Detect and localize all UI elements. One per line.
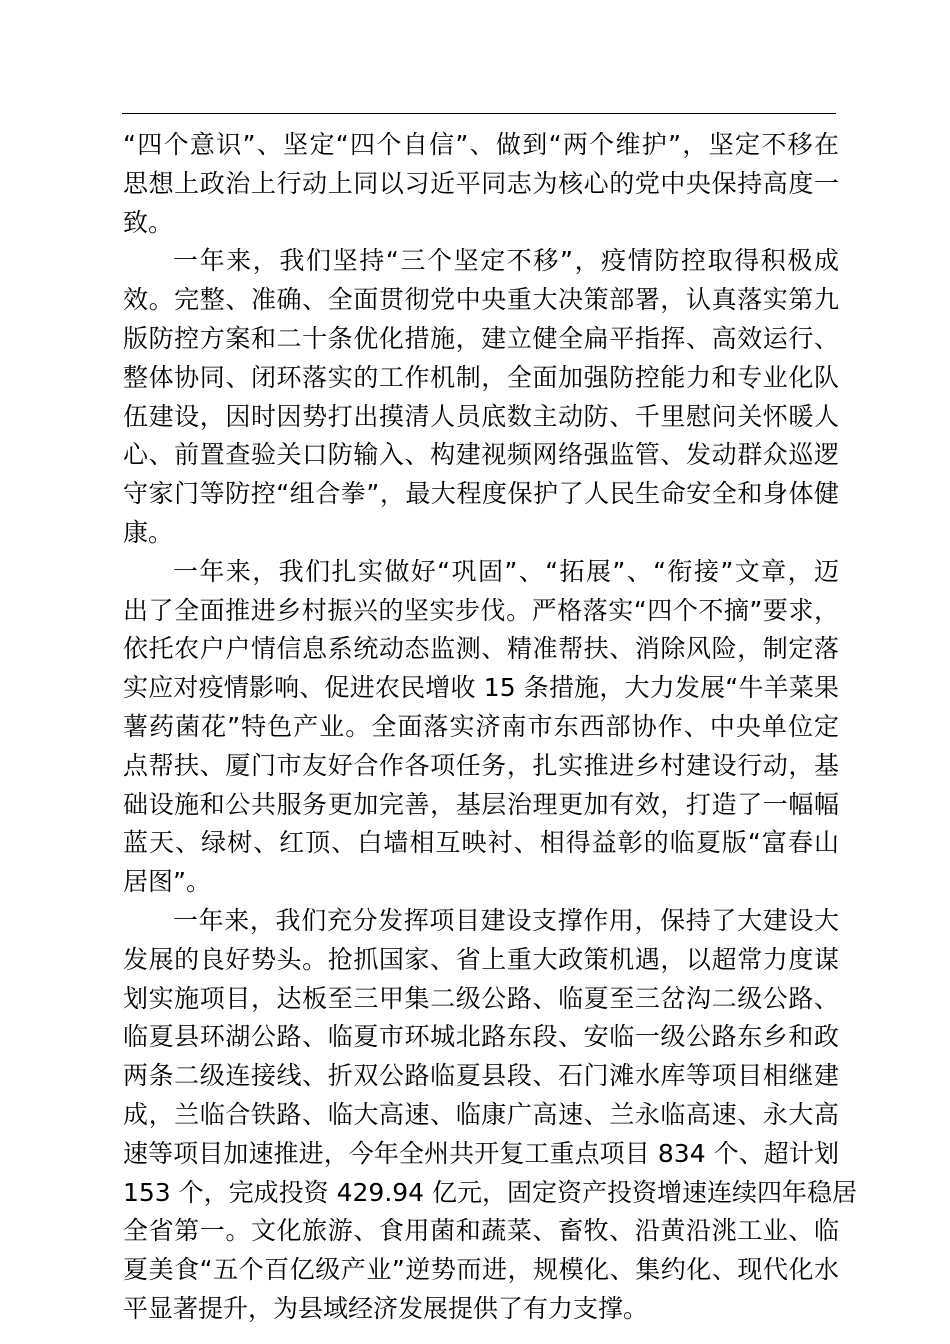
paragraph-first-line: 一年来，我们坚持“三个坚定不移”，疫情防控取得积极成 [173,246,839,276]
text-line: 依托农户户情信息系统动态监测、精准帮扶、消除风险，制定落 [123,634,839,664]
text-line: 思想上政治上行动上同以习近平同志为核心的党中央保持高度一 [123,168,839,198]
text-line: 守家门等防控“组合拳”，最大程度保护了人民生命安全和身体健 [123,479,839,509]
text-line: 薯药菌花”特色产业。全面落实济南市东西部协作、中央单位定 [123,711,839,741]
text-line: 夏美食“五个百亿级产业”逆势而进，规模化、集约化、现代化水 [123,1255,839,1285]
paragraph-first-line: 一年来，我们充分发挥项目建设支撑作用，保持了大建设大 [173,905,839,935]
text-line: 划实施项目，达板至三甲集二级公路、临夏至三岔沟二级公路、 [123,983,839,1013]
text-line: 致。 [123,207,174,237]
text-line: 两条二级连接线、折双公路临夏县段、石门滩水库等项目相继建 [123,1061,839,1091]
text-line: 效。完整、准确、全面贯彻党中央重大决策部署，认真落实第九 [123,285,839,315]
text-line: 153 个，完成投资 429.94 亿元，固定资产投资增速连续四年稳居 [123,1177,858,1207]
text-line: 蓝天、绿树、红顶、白墙相互映衬、相得益彰的临夏版“富春山 [123,828,839,858]
paragraph-first-line: 一年来，我们扎实做好“巩固”、“拓展”、“衔接”文章，迈 [173,556,839,586]
text-line: 础设施和公共服务更加完善，基层治理更加有效，打造了一幅幅 [123,789,839,819]
text-line: 成，兰临合铁路、临大高速、临康广高速、兰永临高速、永大高 [123,1099,839,1129]
text-line: 平显著提升，为县域经济发展提供了有力支撑。 [123,1293,649,1323]
text-line: “四个意识”、坚定“四个自信”、做到“两个维护”，坚定不移在 [123,130,839,159]
text-line: 居图”。 [123,867,211,897]
text-line: 全省第一。文化旅游、食用菌和蔬菜、畜牧、沿黄沿洮工业、临 [123,1216,839,1246]
text-line: 速等项目加速推进，今年全州共开复工重点项目 834 个、超计划 [123,1138,839,1168]
header-rule [122,113,836,114]
body-text [123,126,858,1329]
text-line: 发展的良好势头。抢抓国家、省上重大政策机遇，以超常力度谋 [123,944,839,974]
text-line: 整体协同、闭环落实的工作机制，全面加强防控能力和专业化队 [123,362,839,392]
text-line: 伍建设，因时因势打出摸清人员底数主动防、千里慰问关怀暖人 [123,401,839,431]
text-line: 出了全面推进乡村振兴的坚实步伐。严格落实“四个不摘”要求， [123,595,839,625]
text-line: 康。 [123,517,174,547]
text-line: 心、前置查验关口防输入、构建视频网络强监管、发动群众巡逻 [123,440,839,470]
text-line: 版防控方案和二十条优化措施，建立健全扁平指挥、高效运行、 [123,323,839,353]
text-line: 点帮扶、厦门市友好合作各项任务，扎实推进乡村建设行动，基 [123,750,839,780]
text-line: 实应对疫情影响、促进农民增收 15 条措施，大力发展“牛羊菜果 [123,673,839,703]
text-line: 临夏县环湖公路、临夏市环城北路东段、安临一级公路东乡和政 [123,1022,839,1052]
